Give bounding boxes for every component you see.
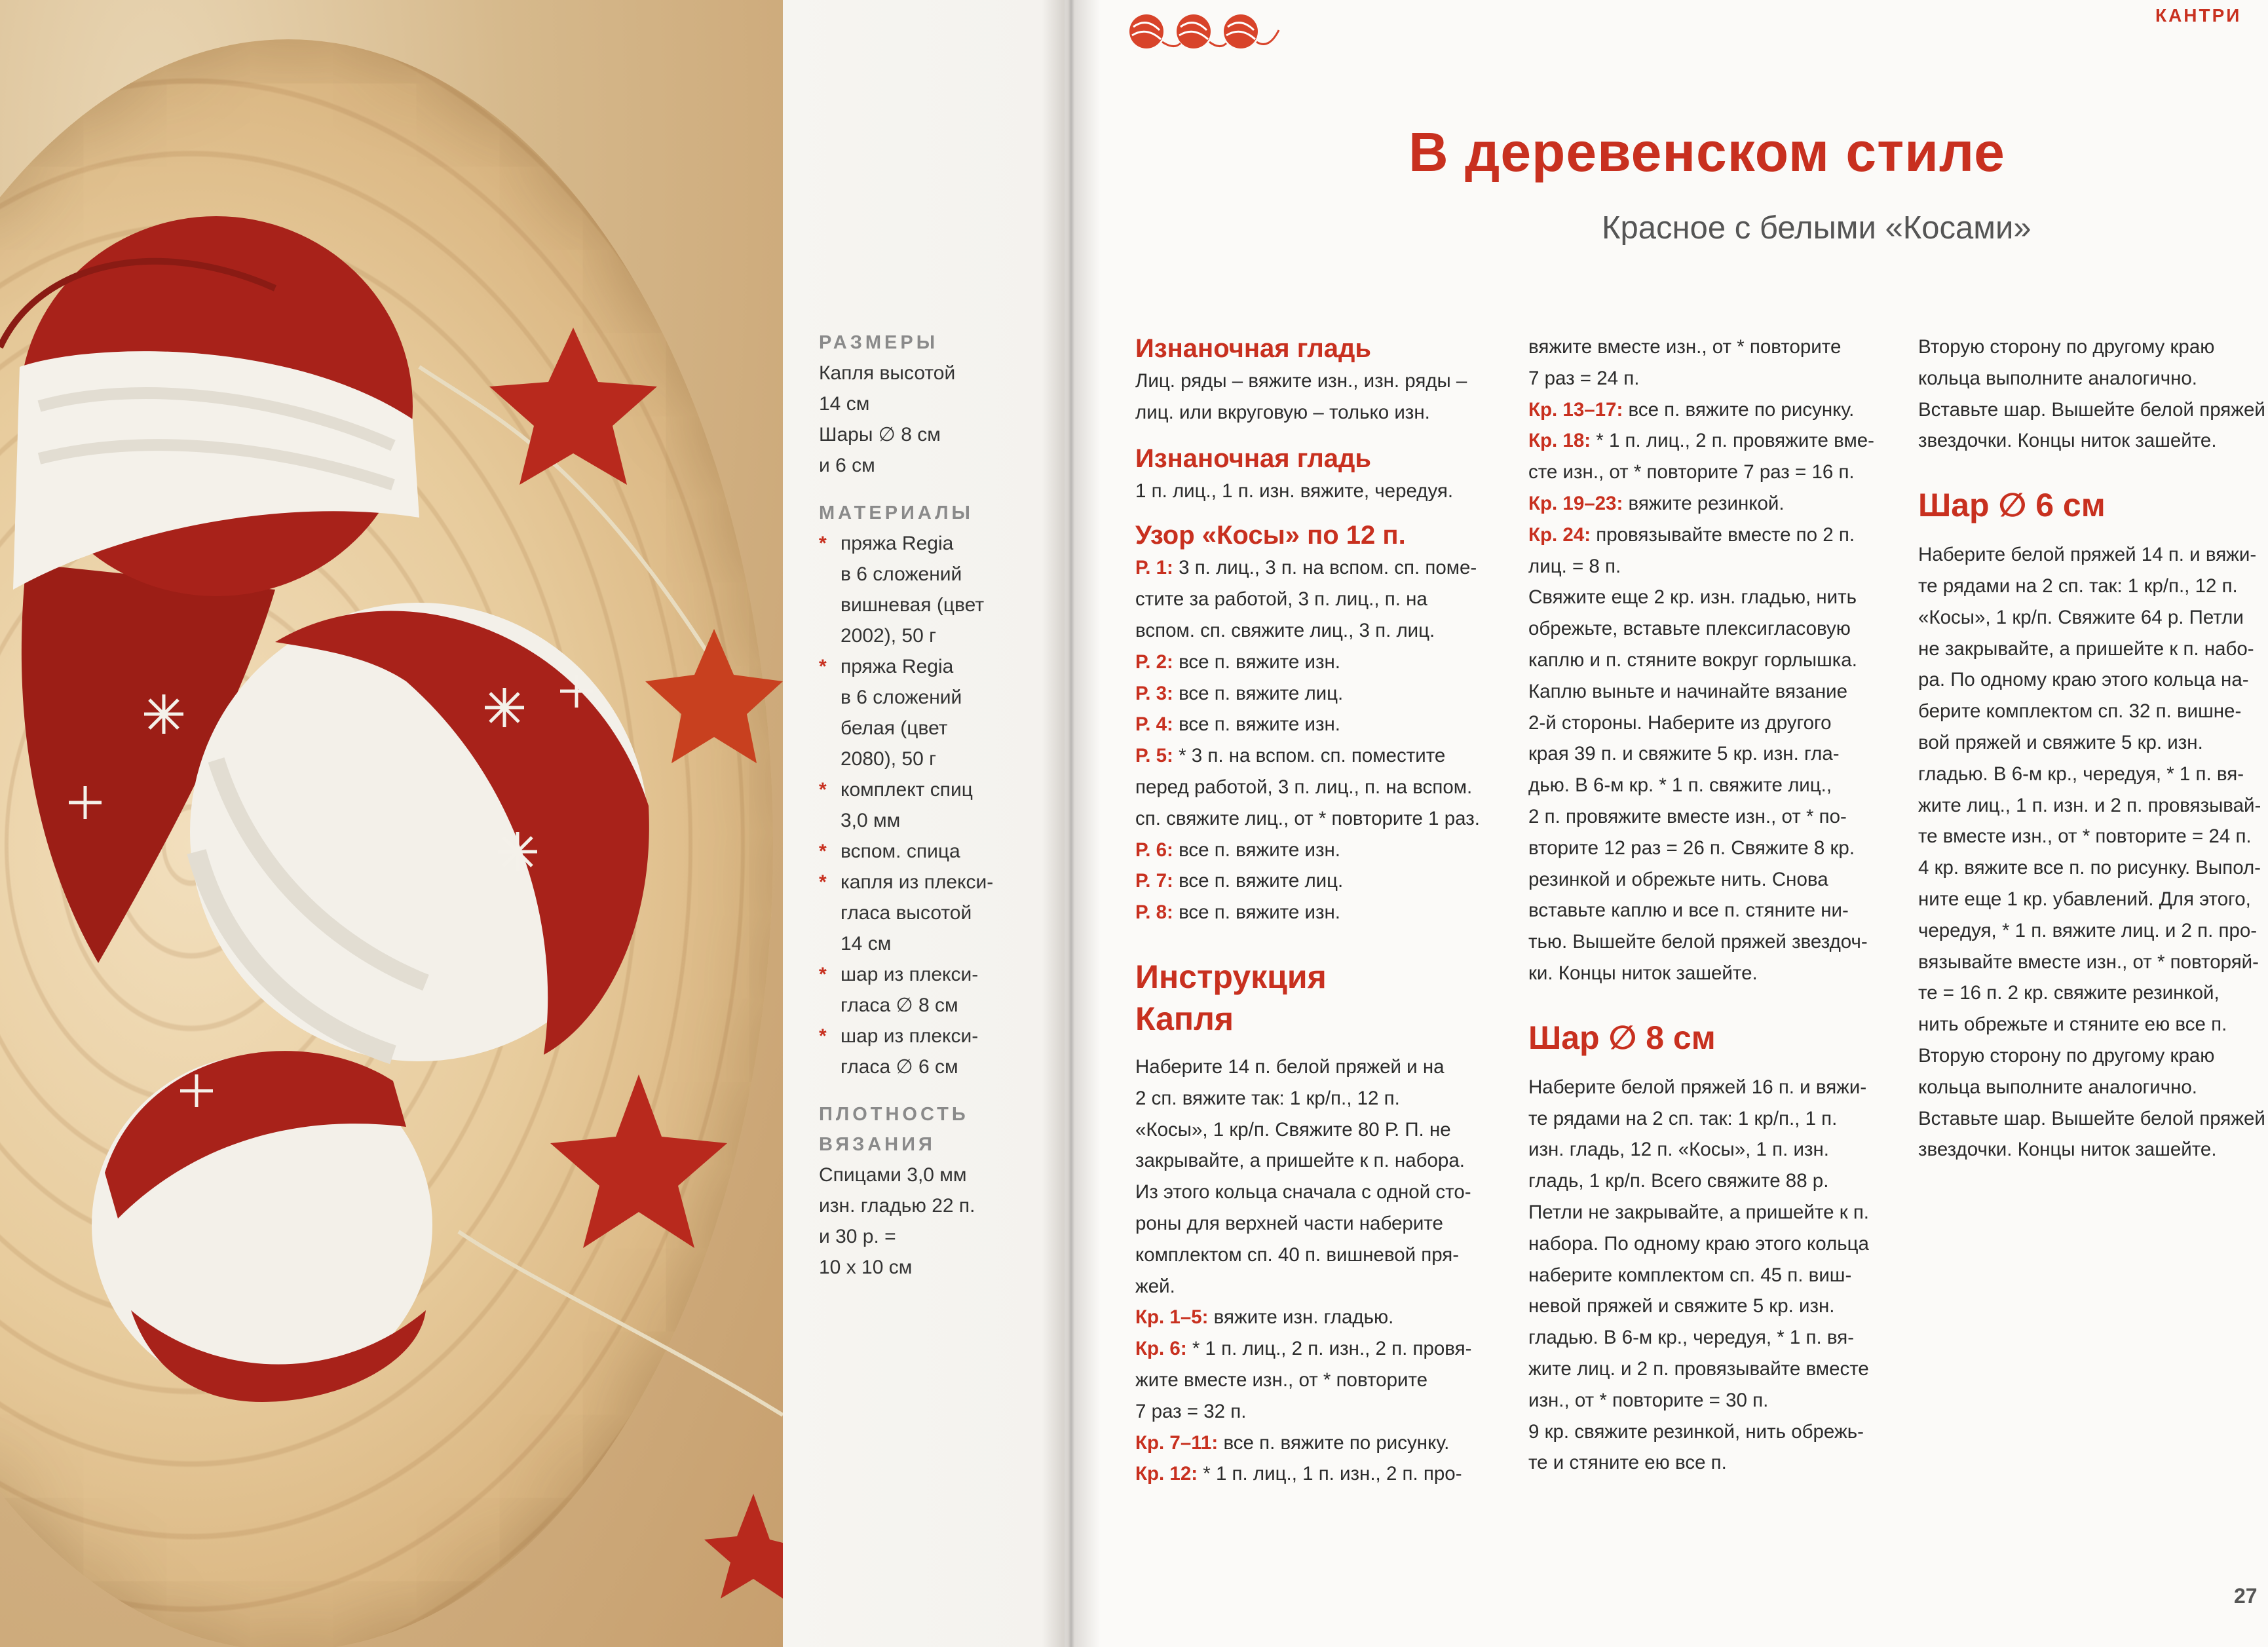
text-line xyxy=(1528,425,1908,457)
text-line: Вторую сторону по другому краю xyxy=(1918,1044,2215,1067)
section-heading: Капля xyxy=(1135,1000,1234,1037)
book-spine-shadow xyxy=(1042,0,1101,1647)
row-text: Наберите 14 п. белой пряжей и на xyxy=(1135,1055,1445,1078)
text-line xyxy=(1135,1428,1515,1459)
row-text: 7 раз = 32 п. xyxy=(1135,1400,1247,1422)
row-key: Р. 2: xyxy=(1135,651,1173,673)
text-line: те рядами на 2 сп. так: 1 кр/п., 12 п. xyxy=(1918,575,2238,597)
row-text: Свяжите еще 2 кр. изн. гладью, нить xyxy=(1528,586,1857,609)
text-line xyxy=(1135,1240,1515,1271)
material-item xyxy=(819,528,1035,651)
gauge-heading-line: ПЛОТНОСТЬ xyxy=(819,1104,969,1125)
material-line: белая (цвет xyxy=(841,717,948,739)
row-text: * 1 п. лиц., 2 п. провяжите вме- xyxy=(1596,430,1875,452)
row-text: 2 п. провяжите вместе изн., от * по- xyxy=(1528,805,1847,827)
instruction-body xyxy=(1528,1072,1908,1479)
text-line xyxy=(1528,331,1908,363)
row-text: все п. вяжите по рисунку. xyxy=(1223,1431,1450,1454)
text-line: Наберите белой пряжей 16 п. и вяжи- xyxy=(1528,1076,1867,1098)
section-heading: Изнаночная гладь xyxy=(1135,334,1372,363)
gauge-line: изн. гладью 22 п. xyxy=(819,1195,975,1217)
text-line xyxy=(1528,708,1908,739)
pattern-rows xyxy=(1135,552,1515,928)
text-line xyxy=(1528,488,1908,520)
row-key: Р. 8: xyxy=(1135,901,1173,924)
row-text: все п. вяжите лиц. xyxy=(1179,870,1344,892)
text-line: жите лиц., 1 п. изн. и 2 п. провязывай- xyxy=(1918,794,2261,816)
row-text: ки. Концы ниток зашейте. xyxy=(1528,962,1758,984)
material-item xyxy=(819,1021,1035,1082)
row-key: Кр. 12: xyxy=(1135,1463,1198,1485)
row-text: дью. В 6-м кр. * 1 п. свяжите лиц., xyxy=(1528,774,1832,797)
row-text: тью. Вышейте белой пряжей звездоч- xyxy=(1528,931,1868,953)
row-key: Кр. 7–11: xyxy=(1135,1431,1219,1454)
text-line xyxy=(1135,1302,1515,1333)
row-key: Р. 5: xyxy=(1135,745,1173,767)
text-line: чередуя, * 1 п. вяжите лиц. и 2 п. про- xyxy=(1918,919,2258,941)
row-text: «Косы», 1 кр/п. Свяжите 80 Р. П. не xyxy=(1135,1118,1451,1141)
row-text: * 1 п. лиц., 1 п. изн., 2 п. про- xyxy=(1203,1463,1462,1485)
row-text: вяжите вместе изн., от * повторите xyxy=(1528,336,1842,358)
felt-star-1 xyxy=(489,328,657,485)
material-item xyxy=(819,651,1035,774)
text-line: наберите комплектом сп. 45 п. виш- xyxy=(1528,1264,1852,1286)
material-line: * шар из плекси- xyxy=(841,1025,979,1047)
row-text: 2 сп. вяжите так: 1 кр/п., 12 п. xyxy=(1135,1087,1400,1109)
text-line: изн., от * повторите = 30 п. xyxy=(1528,1389,1769,1411)
row-text: Из этого кольца сначала с одной сто- xyxy=(1135,1181,1471,1203)
sizes-line: и 6 см xyxy=(819,455,875,476)
text-line xyxy=(1528,676,1908,708)
row-key: Р. 1: xyxy=(1135,557,1173,579)
row-text: все п. вяжите изн. xyxy=(1179,839,1340,861)
text-line xyxy=(1135,615,1515,647)
row-text: вяжите резинкой. xyxy=(1628,492,1785,514)
text-line: «Косы», 1 кр/п. Свяжите 64 р. Петли xyxy=(1918,606,2244,628)
gauge-line: Спицами 3,0 мм xyxy=(819,1164,967,1186)
section-heading: Узор «Косы» по 12 п. xyxy=(1135,521,1406,550)
text-line: те вместе изн., от * повторите = 24 п. xyxy=(1918,825,2252,848)
row-key: Р. 7: xyxy=(1135,870,1173,892)
text-line xyxy=(1135,1396,1515,1428)
material-line: * шар из плекси- xyxy=(841,964,979,985)
row-text: края 39 п. и свяжите 5 кр. изн. гла- xyxy=(1528,743,1840,765)
text-line: те = 16 п. 2 кр. свяжите резинкой, xyxy=(1918,982,2220,1004)
ornaments-photo xyxy=(0,0,783,1647)
text-line xyxy=(1528,457,1908,488)
text-line xyxy=(1528,801,1908,833)
text-line xyxy=(1528,613,1908,645)
row-text: обрежьте, вставьте плексигласовую xyxy=(1528,618,1851,640)
specs-sidebar xyxy=(819,328,1035,1283)
material-item xyxy=(819,959,1035,1021)
text-line: набора. По одному краю этого кольца xyxy=(1528,1232,1869,1255)
row-text: роны для верхней части наберите xyxy=(1135,1212,1443,1234)
felt-star-3 xyxy=(550,1074,727,1248)
row-text: все п. вяжите изн. xyxy=(1179,651,1340,673)
text-line xyxy=(1528,520,1908,551)
text-line xyxy=(1135,772,1515,803)
text-line xyxy=(1135,803,1515,835)
text-line xyxy=(1135,740,1515,772)
knitted-ornaments-illustration xyxy=(0,0,783,1647)
row-text: все п. вяжите по рисунку. xyxy=(1628,398,1855,421)
hanging-string-2 xyxy=(459,1232,783,1415)
row-text: Каплю выньте и начинайте вязание xyxy=(1528,680,1848,702)
row-key: Кр. 6: xyxy=(1135,1338,1187,1360)
row-text: сп. свяжите лиц., от * повторите 1 раз. xyxy=(1135,807,1480,829)
text-line: не закрывайте, а пришейте к п. набо- xyxy=(1918,637,2254,660)
materials-list xyxy=(819,528,1035,1082)
row-text: резинкой и обрежьте нить. Снова xyxy=(1528,868,1828,890)
text-line: берите комплектом сп. 32 п. вишне- xyxy=(1918,700,2242,723)
row-text: стите за работой, 3 п. лиц., п. на xyxy=(1135,588,1427,611)
row-text: вторите 12 раз = 26 п. Свяжите 8 кр. xyxy=(1528,837,1855,859)
text-line: 9 кр. свяжите резинкой, нить обрежь- xyxy=(1528,1420,1864,1443)
text-line xyxy=(1135,1458,1515,1490)
text-line: кольца выполните аналогично. xyxy=(1918,1076,2198,1098)
text-line: изн. гладь, 12 п. «Косы», 1 п. изн. xyxy=(1528,1139,1829,1161)
text-line: невой пряжей и свяжите 5 кр. изн. xyxy=(1528,1295,1835,1317)
row-text: 7 раз = 24 п. xyxy=(1528,367,1640,389)
page-title: В деревенском стиле xyxy=(1408,121,2005,183)
material-line: гласа высотой xyxy=(841,902,972,924)
text-line: те рядами на 2 сп. так: 1 кр/п., 1 п. xyxy=(1528,1107,1838,1129)
material-line: вишневая (цвет xyxy=(841,594,985,616)
sizes-heading: РАЗМЕРЫ xyxy=(819,332,939,353)
text-line: Вторую сторону по другому краю xyxy=(1918,336,2215,358)
section-heading: Изнаночная гладь xyxy=(1135,444,1372,473)
instruction-continued xyxy=(1918,331,2268,457)
row-text: перед работой, 3 п. лиц., п. на вспом. xyxy=(1135,776,1473,798)
text-line xyxy=(1135,835,1515,866)
material-line: 2080), 50 г xyxy=(841,748,937,770)
column-1 xyxy=(1135,331,1515,1490)
text-line: те и стяните ею все п. xyxy=(1528,1452,1727,1474)
text-line xyxy=(1135,552,1515,584)
row-text: провязывайте вместе по 2 п. xyxy=(1596,523,1855,546)
row-key: Р. 6: xyxy=(1135,839,1173,861)
material-line: * комплект спиц xyxy=(841,779,973,801)
text-line: гладью. В 6-м кр., чередуя, * 1 п. вя- xyxy=(1528,1327,1855,1349)
text-line xyxy=(1528,833,1908,864)
text-line xyxy=(1135,1114,1515,1146)
row-text: все п. вяжите изн. xyxy=(1179,901,1340,924)
text-line: ра. По одному краю этого кольца на- xyxy=(1918,669,2249,691)
row-text: все п. вяжите лиц. xyxy=(1179,682,1344,704)
text-line: гладью. В 6-м кр., чередуя, * 1 п. вя- xyxy=(1918,763,2244,785)
text-line xyxy=(1528,363,1908,394)
text-line: лиц. или вкруговую – только изн. xyxy=(1135,401,1430,423)
text-line: звездочки. Концы ниток зашейте. xyxy=(1918,430,2217,452)
text-line: гладь, 1 кр/п. Всего свяжите 88 р. xyxy=(1528,1170,1829,1192)
section-heading: Шар ∅ 6 см xyxy=(1918,487,2106,524)
text-line xyxy=(1135,1333,1515,1365)
instruction-body xyxy=(1135,1051,1515,1490)
sizes-line: Капля высотой xyxy=(819,362,956,384)
row-text: жите вместе изн., от * повторите xyxy=(1135,1369,1428,1391)
text-line xyxy=(1528,394,1908,426)
row-text: * 1 п. лиц., 2 п. изн., 2 п. провя- xyxy=(1192,1338,1472,1360)
ball-6cm xyxy=(92,1051,432,1402)
material-line: 2002), 50 г xyxy=(841,625,937,647)
text-line xyxy=(1528,551,1908,582)
text-line xyxy=(1135,1177,1515,1208)
row-text: вспом. сп. свяжите лиц., 3 п. лиц. xyxy=(1135,619,1435,641)
yarn-balls-icon xyxy=(1122,4,1285,56)
row-text: 3 п. лиц., 3 п. на вспом. сп. поме- xyxy=(1179,557,1477,579)
text-line: Вставьте шар. Вышейте белой пряжей xyxy=(1918,1107,2265,1129)
section-heading: Шар ∅ 8 см xyxy=(1528,1019,1716,1056)
text-line xyxy=(1135,1271,1515,1302)
text-line xyxy=(1135,709,1515,740)
text-line: нить обрежьте и стяните ею все п. xyxy=(1918,1013,2227,1036)
material-item xyxy=(819,836,1035,867)
text-line: Вставьте шар. Вышейте белой пряжей xyxy=(1918,398,2265,421)
material-line: в 6 сложений xyxy=(841,687,962,708)
text-line xyxy=(1135,584,1515,615)
instruction-body xyxy=(1918,539,2268,1165)
gauge-heading xyxy=(819,1099,1035,1160)
row-text: 2-й стороны. Наберите из другого xyxy=(1528,711,1832,734)
text-line: ните еще 1 кр. убавлений. Для этого, xyxy=(1918,888,2251,910)
sizes-line: Шары ∅ 8 см xyxy=(819,424,941,445)
material-line: 14 см xyxy=(841,933,892,955)
text-line: вой пряжей и свяжите 5 кр. изн. xyxy=(1918,731,2203,753)
felt-star-2 xyxy=(645,629,783,763)
text-line: кольца выполните аналогично. xyxy=(1918,367,2198,389)
row-text: вставьте каплю и все п. стяните ни- xyxy=(1528,899,1849,922)
text-line xyxy=(1135,1208,1515,1240)
row-text: каплю и п. стяните вокруг горлышка. xyxy=(1528,649,1857,671)
ball-8cm xyxy=(190,603,649,1061)
felt-star-4 xyxy=(704,1494,783,1599)
text-line xyxy=(1135,1051,1515,1083)
text-line: Лиц. ряды – вяжите изн., изн. ряды – xyxy=(1135,370,1467,392)
row-text: вяжите изн. гладью. xyxy=(1213,1306,1394,1329)
instruction-continued xyxy=(1528,331,1908,989)
row-text: закрывайте, а пришейте к п. набора. xyxy=(1135,1150,1465,1172)
text-line xyxy=(1528,895,1908,926)
material-line: * пряжа Regia xyxy=(841,533,954,554)
text-line xyxy=(1528,645,1908,676)
text-line: 4 кр. вяжите все п. по рисунку. Выпол- xyxy=(1918,857,2261,879)
page-number: 27 xyxy=(2234,1584,2258,1608)
text-line xyxy=(1528,926,1908,958)
row-key: Кр. 24: xyxy=(1528,523,1591,546)
column-2 xyxy=(1528,331,1908,1479)
material-line: * вспом. спица xyxy=(841,841,960,862)
material-line: в 6 сложений xyxy=(841,563,962,585)
row-key: Р. 4: xyxy=(1135,713,1173,736)
text-line: жите лиц. и 2 п. провязывайте вместе xyxy=(1528,1357,1869,1380)
material-line: * пряжа Regia xyxy=(841,656,954,677)
material-line: 3,0 мм xyxy=(841,810,901,831)
text-line xyxy=(1528,864,1908,896)
section-tag: КАНТРИ xyxy=(2155,5,2242,26)
text-line: Петли не закрывайте, а пришейте к п. xyxy=(1528,1201,1869,1223)
text-line xyxy=(1135,678,1515,710)
section-heading: Инструкция xyxy=(1135,958,1327,995)
text-line xyxy=(1135,1145,1515,1177)
row-text: все п. вяжите изн. xyxy=(1179,713,1340,736)
text-line: 1 п. лиц., 1 п. изн. вяжите, чередуя. xyxy=(1135,480,1454,502)
row-text: лиц. = 8 п. xyxy=(1528,555,1621,577)
row-key: Кр. 1–5: xyxy=(1135,1306,1209,1329)
row-text: комплектом сп. 40 п. вишневой пря- xyxy=(1135,1243,1460,1266)
text-line xyxy=(1528,958,1908,989)
gauge-line: 10 х 10 см xyxy=(819,1257,913,1278)
text-line xyxy=(1135,1083,1515,1114)
text-line xyxy=(1135,897,1515,928)
material-item xyxy=(819,867,1035,959)
column-3 xyxy=(1918,331,2268,1165)
page-subtitle: Красное с белыми «Косами» xyxy=(1602,210,2032,246)
gauge-heading-line: ВЯЗАНИЯ xyxy=(819,1134,936,1155)
material-item xyxy=(819,774,1035,836)
materials-heading: МАТЕРИАЛЫ xyxy=(819,502,973,523)
text-line xyxy=(1135,647,1515,678)
text-line: вязывайте вместе изн., от * повторяй- xyxy=(1918,951,2259,973)
row-key: Кр. 13–17: xyxy=(1528,398,1623,421)
text-line: Наберите белой пряжей 14 п. и вяжи- xyxy=(1918,544,2257,566)
row-key: Р. 3: xyxy=(1135,682,1173,704)
row-key: Кр. 19–23: xyxy=(1528,492,1623,514)
gauge-line: и 30 р. = xyxy=(819,1226,896,1247)
text-line xyxy=(1135,865,1515,897)
row-text: жей. xyxy=(1135,1275,1175,1297)
text-line xyxy=(1528,738,1908,770)
row-key: Кр. 18: xyxy=(1528,430,1591,452)
text-line xyxy=(1528,582,1908,613)
text-line xyxy=(1528,770,1908,801)
text-line xyxy=(1135,1365,1515,1396)
material-line: * капля из плекси- xyxy=(841,871,994,893)
sizes-line: 14 см xyxy=(819,393,870,415)
material-line: гласа ∅ 8 см xyxy=(841,994,958,1016)
row-text: * 3 п. на вспом. сп. поместите xyxy=(1179,745,1446,767)
row-text: сте изн., от * повторите 7 раз = 16 п. xyxy=(1528,461,1855,483)
text-line: звездочки. Концы ниток зашейте. xyxy=(1918,1139,2217,1161)
material-line: гласа ∅ 6 см xyxy=(841,1056,958,1078)
